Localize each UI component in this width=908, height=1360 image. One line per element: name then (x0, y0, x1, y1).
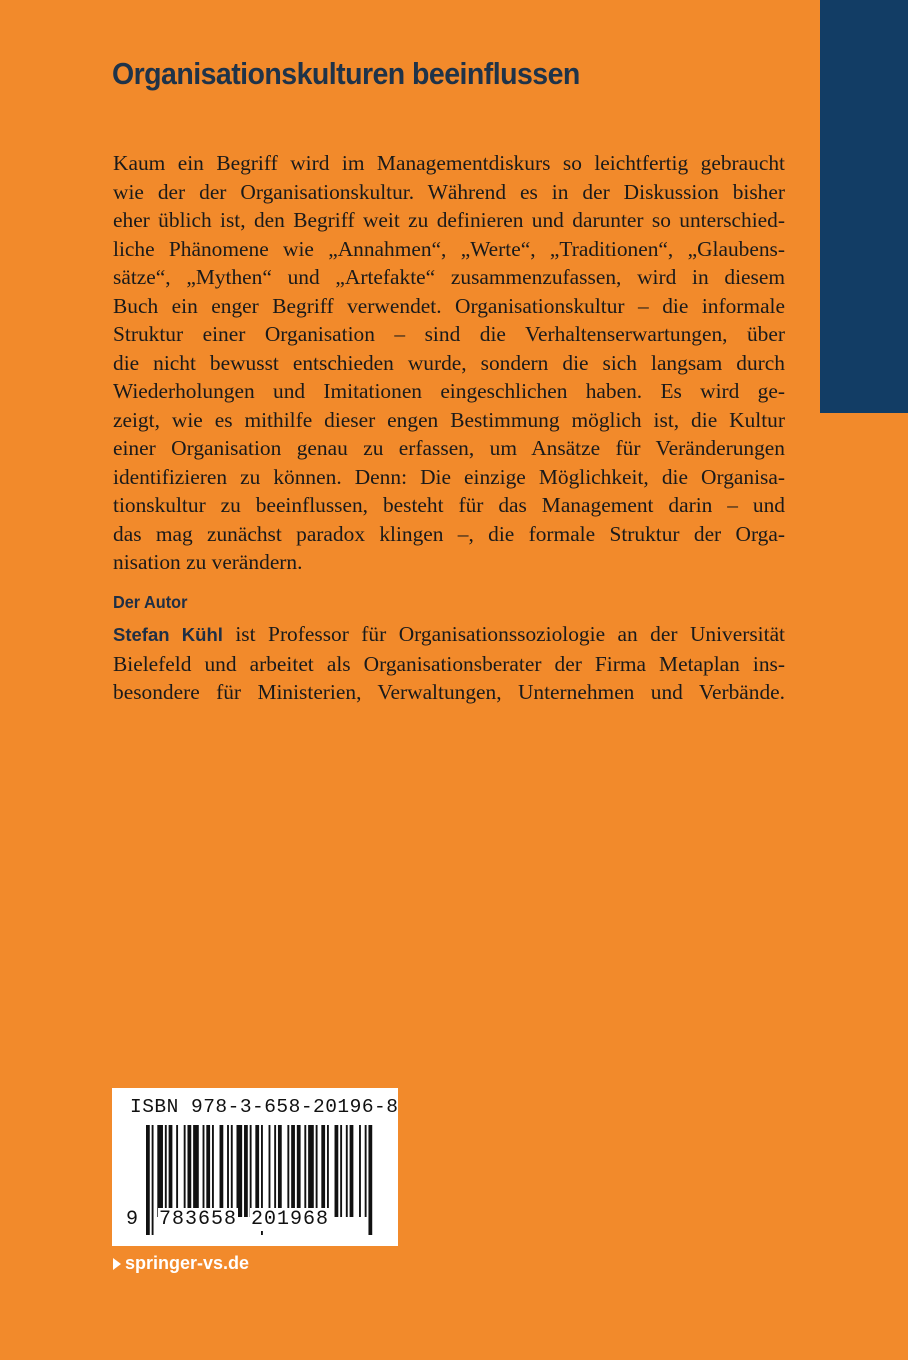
publisher-link[interactable] (113, 1253, 249, 1274)
blurb-line: Kaum ein Begriff wird im Managementdiskurs so leichtfertig gebraucht (113, 151, 785, 175)
barcode-bar (321, 1125, 325, 1217)
isbn-barcode (112, 1088, 398, 1246)
blurb-line: nisation zu verändern. (113, 550, 303, 574)
blurb-line: zeigt, wie es mithilfe dieser engen Bestimmung möglich ist, die Kultur (113, 407, 785, 432)
cover-side-band (820, 0, 908, 413)
barcode-bar (335, 1125, 339, 1217)
blurb-line: einer Organisation genau zu erfassen, um Ansätze für Veränderungen (113, 436, 785, 460)
barcode-bar (227, 1125, 229, 1217)
barcode-digit-group-left: 783658 (159, 1208, 238, 1231)
blurb-paragraph (113, 149, 785, 577)
blurb-line: Wiederholungen und Imitationen eingeschlichen haben. Es wird ge- (113, 379, 785, 403)
author-bio-line (113, 620, 785, 650)
barcode-digit-group-right: 201968 (251, 1208, 330, 1231)
blurb-line: eher üblich ist, den Begriff weit zu definieren und darunter so unterschied- (113, 208, 785, 232)
blurb-line: das mag zunächst paradox klingen –, die formale Struktur der Orga- (113, 521, 785, 546)
barcode-bar (176, 1125, 178, 1217)
barcode-bar (316, 1125, 318, 1217)
blurb-line: liche Phänomene wie „Annahmen“, „Werte“, „Traditionen“, „Glaubens- (113, 236, 785, 261)
author-bio-line: besondere für Ministerien, Verwaltungen, Unternehmen und Verbände. (113, 680, 785, 704)
blurb-line: die nicht bewusst entschieden wurde, sondern die sich langsam durch (113, 350, 785, 375)
barcode-bar (193, 1125, 199, 1217)
isbn-label: ISBN 978-3-658-20196-8 (130, 1096, 399, 1118)
barcode-bar (236, 1125, 242, 1217)
barcode-bar (187, 1125, 191, 1217)
author-name: Stefan Kühl (113, 624, 223, 645)
barcode-bar (340, 1125, 342, 1217)
author-bio (113, 620, 785, 707)
barcode-bar (244, 1125, 248, 1217)
publisher-url[interactable]: springer-vs.de (125, 1253, 250, 1273)
arrow-right-icon (113, 1258, 121, 1270)
barcode-bar (297, 1125, 301, 1217)
barcode-digit-first: 9 (126, 1208, 140, 1231)
blurb-line: sätze“, „Mythen“ und „Artefakte“ zusammenzufassen, wird in diesem (113, 265, 785, 289)
author-bio-line: Bielefeld und arbeitet als Organisationsberater der Firma Metaplan ins- (113, 651, 785, 676)
barcode-bar (269, 1125, 271, 1217)
barcode-bar (346, 1125, 348, 1217)
blurb-line: Buch ein enger Begriff verwendet. Organisationskultur – die informale (113, 293, 785, 318)
barcode-bar (365, 1125, 367, 1217)
barcode-bar (206, 1125, 210, 1217)
barcode-bar (359, 1125, 361, 1217)
barcode-bar (350, 1125, 354, 1217)
barcode-bar (274, 1125, 276, 1217)
barcode-bar (308, 1125, 314, 1217)
barcode-bar (278, 1125, 282, 1217)
barcode-bar (250, 1125, 252, 1217)
book-title: Organisationskulturen beeinflussen (112, 56, 580, 91)
barcode-bar (212, 1125, 214, 1217)
barcode-bar (184, 1125, 186, 1217)
blurb-line: wie der der Organisationskultur. Während es in der Diskussion bisher (113, 179, 785, 204)
barcode-bar (327, 1125, 329, 1217)
barcode-bar (203, 1125, 205, 1217)
blurb-line: tionskultur zu beeinflussen, besteht für das Management darin – und (113, 493, 785, 517)
blurb-line: Struktur einer Organisation – sind die Verhaltenserwartungen, über (113, 322, 785, 346)
barcode-bar (169, 1125, 173, 1217)
barcode-bar (255, 1125, 259, 1217)
author-bio-text: ist Professor für Organisationssoziologie an der Universität (222, 622, 786, 646)
barcode-bar (165, 1125, 167, 1217)
barcode-bar (231, 1125, 233, 1217)
barcode-bar (291, 1125, 295, 1217)
barcode-bar (157, 1125, 163, 1217)
barcode-bar (220, 1125, 224, 1217)
blurb-line: identifizieren zu können. Denn: Die einzige Möglichkeit, die Organisa- (113, 464, 785, 489)
author-heading: Der Autor (113, 592, 188, 612)
barcode-bar (304, 1125, 306, 1217)
barcode-bar (287, 1125, 289, 1217)
barcode-digits (126, 1208, 384, 1231)
